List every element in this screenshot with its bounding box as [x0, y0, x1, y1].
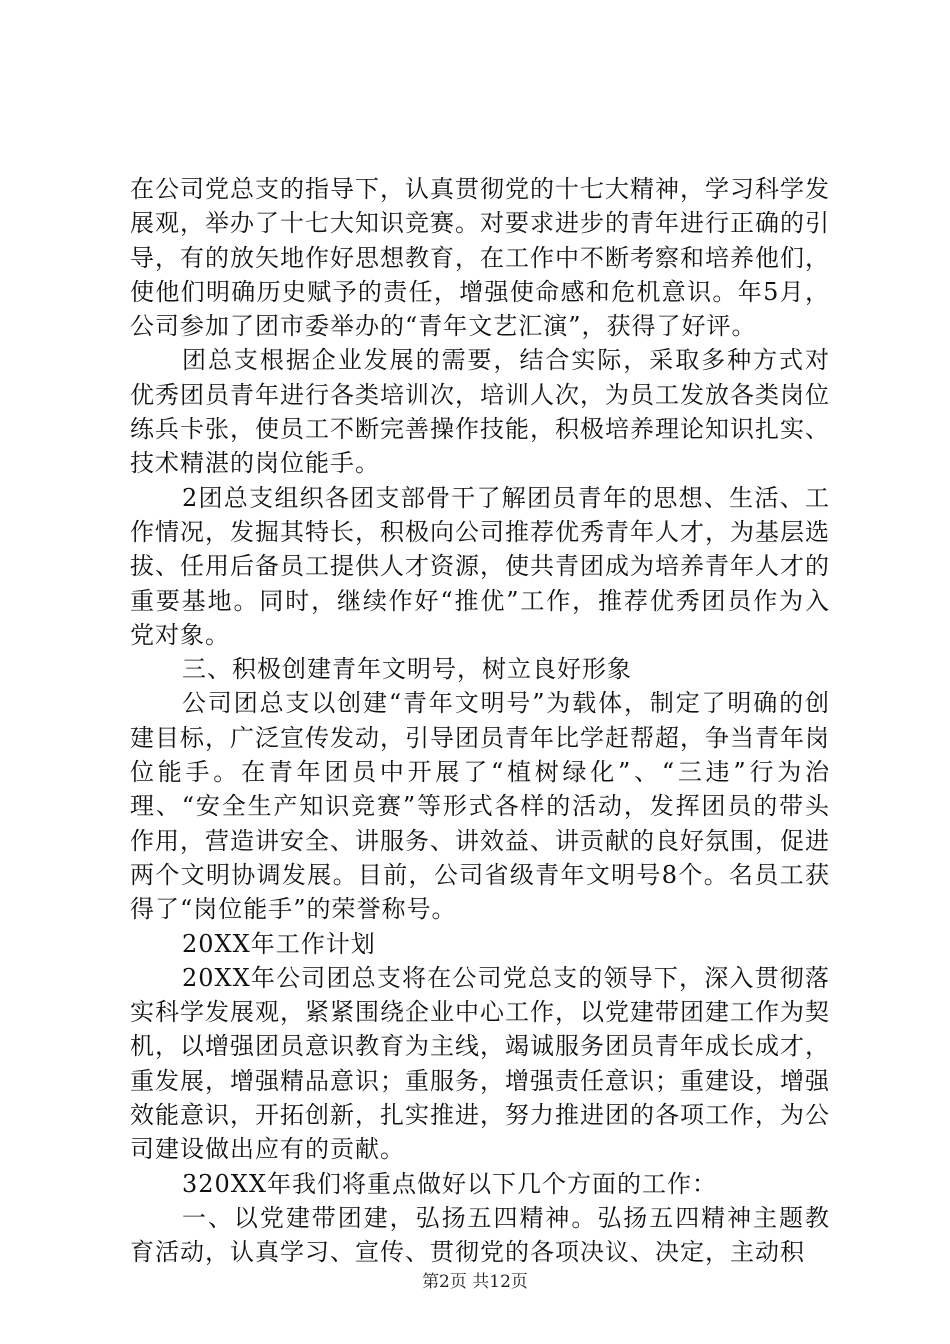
paragraph-1: 在公司党总支的指导下，认真贯彻党的十七大精神，学习科学发展观，举办了十七大知识竞赛。对要求进步的青年进行正确的引导，有的放矢地作好思想教育，在工作中不断考察和培养他们，使他们明确历史赋予的责任，增强使命感和危机意识。年5月，公司参加了团市委举办的“青年文艺汇演”，获得了好评。 [130, 175, 830, 341]
document-body [130, 172, 830, 1270]
paragraph-3: 2团总支组织各团支部骨干了解团员青年的思想、生活、工作情况，发掘其特长，积极向公司推荐优秀青年人才，为基层选拔、任用后备员工提供人才资源，使共青团成为培养青年人才的重要基地。同时，继续作好“推优”工作，推荐优秀团员作为入党对象。 [130, 483, 830, 649]
paragraph-8: 320XX年我们将重点做好以下几个方面的工作： [182, 1169, 717, 1198]
section-heading-3: 三、积极创建青年文明号，树立良好形象 [182, 655, 632, 684]
work-plan-heading: 20XX年工作计划 [182, 929, 376, 958]
page-number-footer: 第2页 共12页 [422, 1272, 528, 1292]
paragraph-9: 一、以党建带团建，弘扬五四精神。弘扬五四精神主题教育活动，认真学习、宣传、贯彻党的各项决议、决定，主动积 [130, 1203, 830, 1267]
paragraph-5: 公司团总支以创建“青年文明号”为载体，制定了明确的创建目标，广泛宣传发动，引导团员青年比学赶帮超，争当青年岗位能手。在青年团员中开展了“植树绿化”、“三违”行为治理、“安全生产知识竞赛”等形式各样的活动，发挥团员的带头作用，营造讲安全、讲服务、讲效益、讲贡献的良好氛围，促进两个文明协调发展。目前，公司省级青年文明号8个。名员工获得了“岗位能手”的荣誉称号。 [130, 689, 830, 924]
paragraph-7: 20XX年公司团总支将在公司党总支的领导下，深入贯彻落实科学发展观，紧紧围绕企业中心工作，以党建带团建工作为契机，以增强团员意识教育为主线，竭诚服务团员青年成长成才，重发展，增强精品意识；重服务，增强责任意识；重建设，增强效能意识，开拓创新，扎实推进，努力推进团的各项工作，为公司建设做出应有的贡献。 [130, 963, 830, 1164]
paragraph-2: 团总支根据企业发展的需要，结合实际，采取多种方式对优秀团员青年进行各类培训次，培训人次，为员工发放各类岗位练兵卡张，使员工不断完善操作技能，积极培养理论知识扎实、技术精湛的岗位能手。 [130, 346, 830, 478]
